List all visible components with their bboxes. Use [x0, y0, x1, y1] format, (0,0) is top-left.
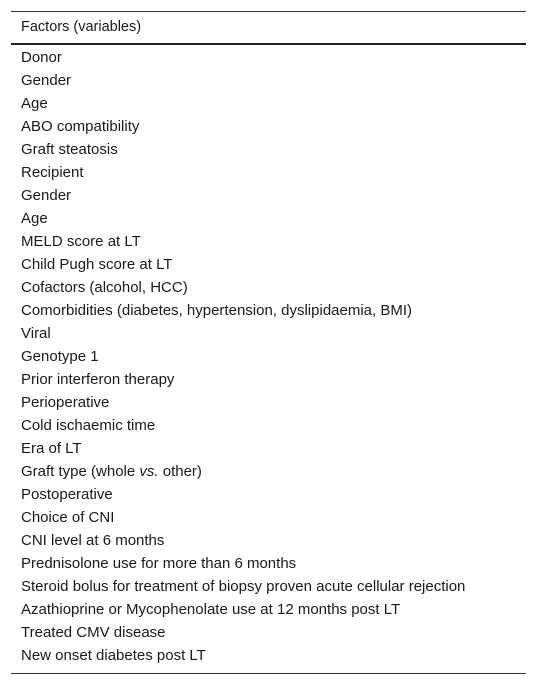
- table-row: Donor: [21, 49, 62, 66]
- table-header: Factors (variables): [21, 19, 142, 35]
- table-row: MELD score at LT: [21, 233, 141, 250]
- table-row: Child Pugh score at LT: [21, 256, 173, 273]
- table-row: Genotype 1: [21, 348, 99, 365]
- table-row: Azathioprine or Mycophenolate use at 12 months post LT: [21, 601, 401, 618]
- table-row: Graft steatosis: [21, 141, 118, 158]
- table-row: Cofactors (alcohol, HCC): [21, 279, 188, 296]
- table-row: Age: [21, 210, 48, 227]
- factors-table: [11, 11, 526, 674]
- table-row: Era of LT: [21, 440, 82, 457]
- table-row: Recipient: [21, 164, 84, 181]
- table-bottom-rule: [11, 673, 526, 674]
- table-row: Cold ischaemic time: [21, 417, 156, 434]
- graft-type-text-italic: vs.: [139, 463, 159, 480]
- table-row: Age: [21, 95, 48, 112]
- table-row: Choice of CNI: [21, 509, 115, 526]
- table-row: Perioperative: [21, 394, 110, 411]
- table-row: Prior interferon therapy: [21, 371, 175, 388]
- graft-type-text-before: Graft type (whole: [21, 463, 140, 480]
- table-row: Gender: [21, 72, 72, 89]
- table-row-graft-type: [11, 460, 526, 483]
- table-row: Comorbidities (diabetes, hypertension, dyslipidaemia, BMI): [21, 302, 413, 319]
- table-row: CNI level at 6 months: [21, 532, 165, 549]
- table-body: [11, 45, 526, 667]
- table-row: Viral: [21, 325, 51, 342]
- table-row: Prednisolone use for more than 6 months: [21, 555, 297, 572]
- table-row: Postoperative: [21, 486, 113, 503]
- table-row: New onset diabetes post LT: [21, 647, 206, 664]
- graft-type-text-after: other): [158, 463, 202, 480]
- table-row: Gender: [21, 187, 72, 204]
- table-row: ABO compatibility: [21, 118, 140, 135]
- table-row: Steroid bolus for treatment of biopsy proven acute cellular rejection: [21, 578, 466, 595]
- table-row: Treated CMV disease: [21, 624, 166, 641]
